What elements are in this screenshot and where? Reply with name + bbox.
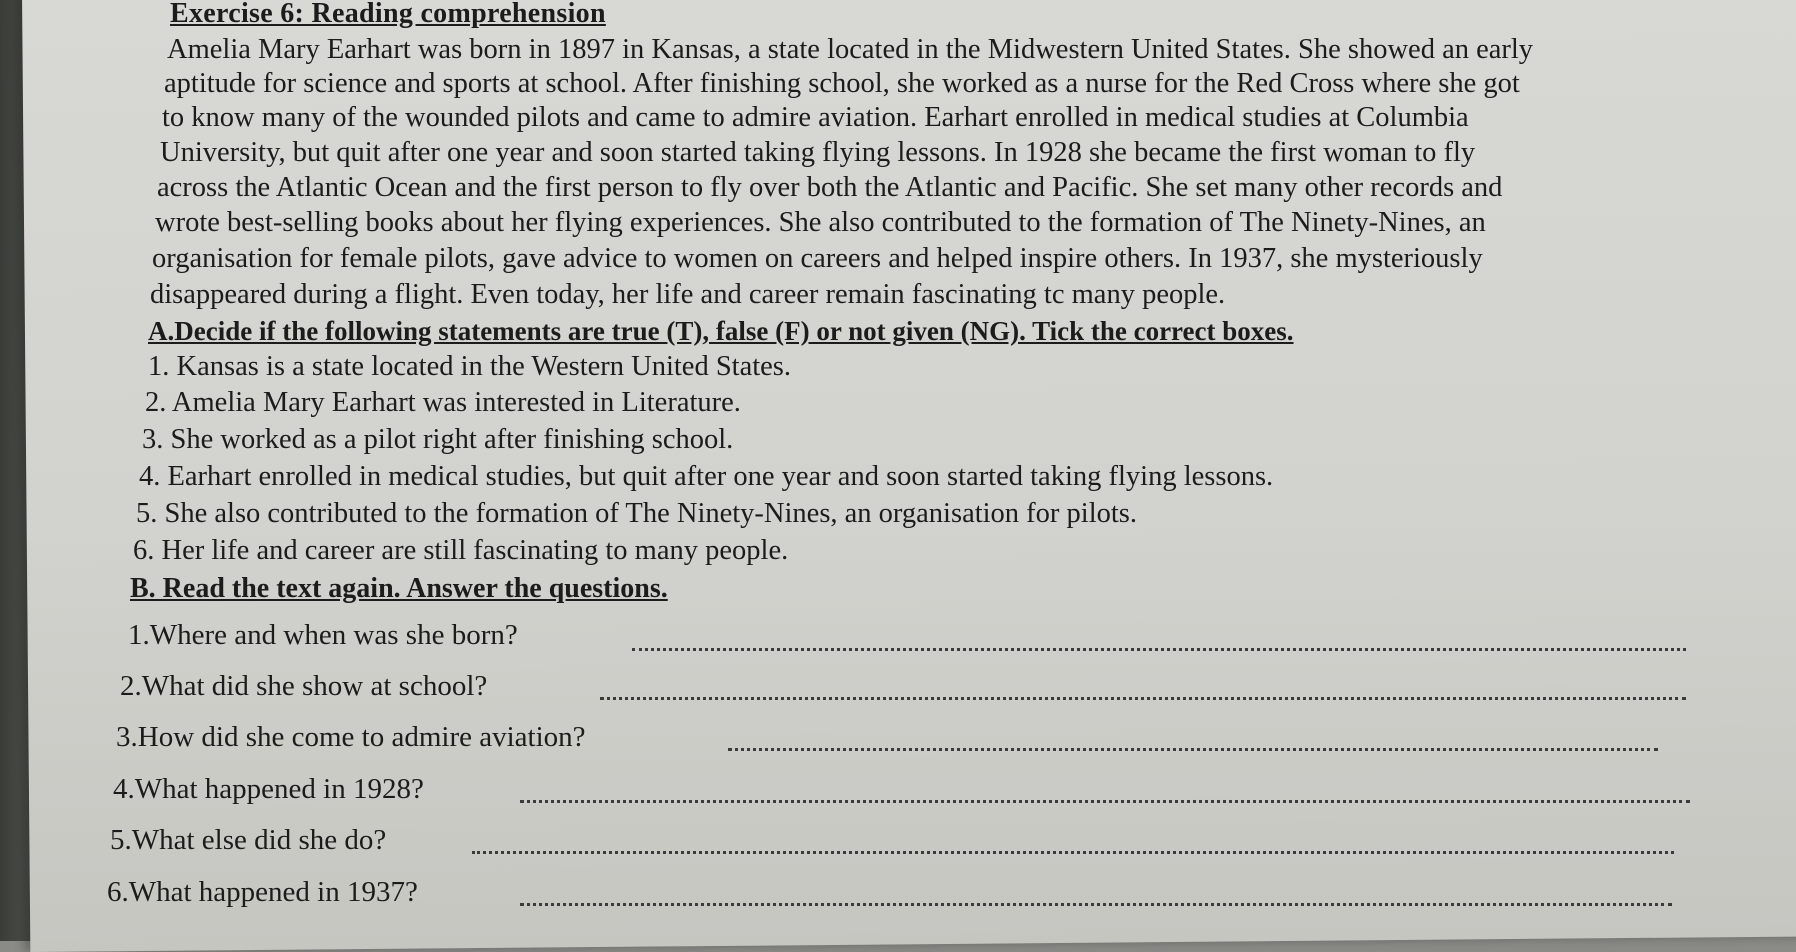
question-item: 4.What happened in 1928? xyxy=(113,773,424,805)
passage-line: wrote best-selling books about her flying experiences. She also contributed to the formation of The Ninety-Nines, an xyxy=(155,207,1486,238)
answer-line[interactable] xyxy=(472,851,1674,854)
passage-line: to know many of the wounded pilots and came to admire aviation. Earhart enrolled in medical studies at Columbia xyxy=(162,102,1469,133)
passage-line: organisation for female pilots, gave advice to women on careers and helped inspire others. In 1937, she mysteriously xyxy=(152,243,1483,274)
passage-line: Amelia Mary Earhart was born in 1897 in Kansas, a state located in the Midwestern United States. She showed an early xyxy=(167,34,1534,65)
passage-line: disappeared during a flight. Even today, her life and career remain fascinating tc many people. xyxy=(150,279,1226,310)
statement-item: 3. She worked as a pilot right after finishing school. xyxy=(142,424,734,455)
question-item: 3.How did she come to admire aviation? xyxy=(116,721,586,753)
answer-line[interactable] xyxy=(728,748,1658,751)
answer-line[interactable] xyxy=(520,800,1690,803)
exercise-title: Exercise 6: Reading comprehension xyxy=(170,0,606,29)
section-b-heading: B. Read the text again. Answer the questions. xyxy=(130,573,668,604)
passage-line: aptitude for science and sports at school. After finishing school, she worked as a nurse for the Red Cross where she got xyxy=(164,68,1520,99)
question-item: 6.What happened in 1937? xyxy=(107,876,418,908)
question-item: 5.What else did she do? xyxy=(110,824,387,856)
answer-line[interactable] xyxy=(600,697,1686,700)
statement-item: 5. She also contributed to the formation of The Ninety-Nines, an organisation for pilots. xyxy=(136,498,1138,529)
passage-line: across the Atlantic Ocean and the first person to fly over both the Atlantic and Pacific. She set many other records and xyxy=(157,172,1503,203)
statement-item: 2. Amelia Mary Earhart was interested in Literature. xyxy=(145,387,741,418)
question-item: 1.Where and when was she born? xyxy=(128,619,518,651)
answer-line[interactable] xyxy=(632,648,1686,651)
question-item: 2.What did she show at school? xyxy=(120,670,488,702)
statement-item: 6. Her life and career are still fascinating to many people. xyxy=(133,535,789,566)
section-a-heading: A.Decide if the following statements are true (T), false (F) or not given (NG). Tick the correct boxes. xyxy=(148,316,1294,346)
statement-item: 1. Kansas is a state located in the Western United States. xyxy=(148,351,792,382)
answer-line[interactable] xyxy=(520,903,1672,906)
passage-line: University, but quit after one year and soon started taking flying lessons. In 1928 she became the first woman to fly xyxy=(160,137,1476,168)
statement-item: 4. Earhart enrolled in medical studies, but quit after one year and soon started taking flying lessons. xyxy=(139,461,1274,492)
